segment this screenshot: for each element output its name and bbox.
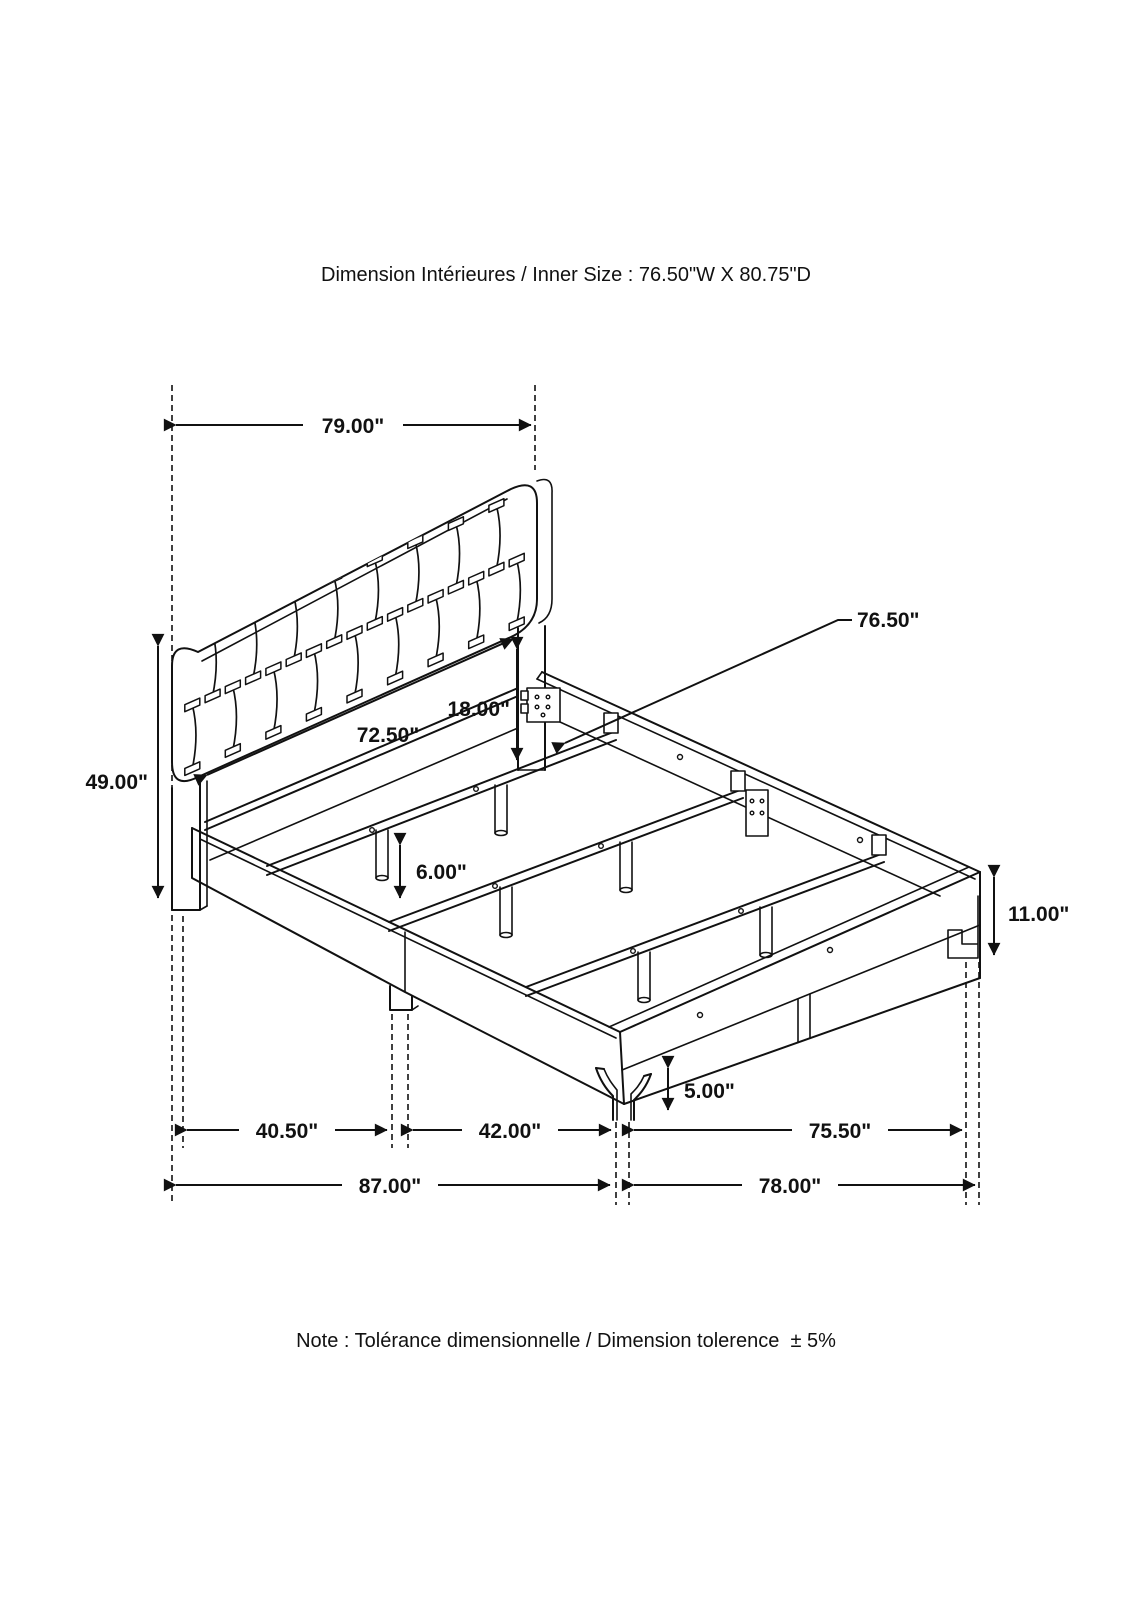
dim-center-leg-height-label: 6.00" [416, 861, 467, 884]
dim-mid-section-depth-label: 42.00" [478, 1120, 542, 1143]
headboard-leg-left [172, 779, 207, 910]
bed-frame [172, 480, 980, 1121]
dim-headboard-width [176, 411, 531, 439]
dim-headboard-to-rail-height-label: 18.00" [447, 698, 510, 721]
dim-mid-section-depth [413, 1117, 611, 1143]
dim-rail-section-depth-label: 75.50" [808, 1120, 872, 1143]
dim-headboard-section-depth-label: 40.50" [255, 1120, 319, 1143]
mid-leg-block [390, 986, 418, 1010]
headboard-leg-right [518, 626, 560, 770]
dim-foot-leg-clearance-label: 5.00" [684, 1080, 735, 1103]
page-title: Dimension Intérieures / Inner Size : 76.50"W X 80.75"D [321, 264, 811, 286]
dim-headboard-height [85, 646, 158, 898]
tolerance-note: Note : Tolérance dimensionnelle / Dimension tolerence ± 5% [296, 1330, 836, 1352]
dim-overall-depth-left [176, 1172, 610, 1198]
dim-foot-leg-clearance [668, 1068, 735, 1110]
dim-overall-depth-right [634, 1172, 975, 1198]
foot-board [609, 867, 980, 1104]
center-bracket [746, 790, 768, 836]
dim-side-rail-height [994, 877, 1069, 955]
dim-headboard-height-label: 49.00" [85, 771, 148, 794]
dim-rail-section-depth [634, 1117, 962, 1143]
extension-lines [172, 385, 979, 1205]
dim-headboard-section-depth [187, 1117, 387, 1143]
dim-headboard-width-label: 79.00" [321, 415, 385, 438]
dim-overall-depth-left-label: 87.00" [358, 1175, 422, 1198]
dim-overall-depth-right-label: 78.00" [758, 1175, 822, 1198]
dim-inner-width-label: 76.50" [857, 609, 920, 632]
side-rail-right [537, 672, 980, 896]
dim-center-leg-height [400, 845, 467, 898]
dim-side-rail-height-label: 11.00" [1008, 903, 1070, 926]
dim-headboard-panel-width-label: 72.50" [356, 724, 420, 747]
tufting-pattern [185, 499, 524, 776]
side-rail-left [192, 828, 624, 1104]
slat-2 [389, 771, 745, 938]
